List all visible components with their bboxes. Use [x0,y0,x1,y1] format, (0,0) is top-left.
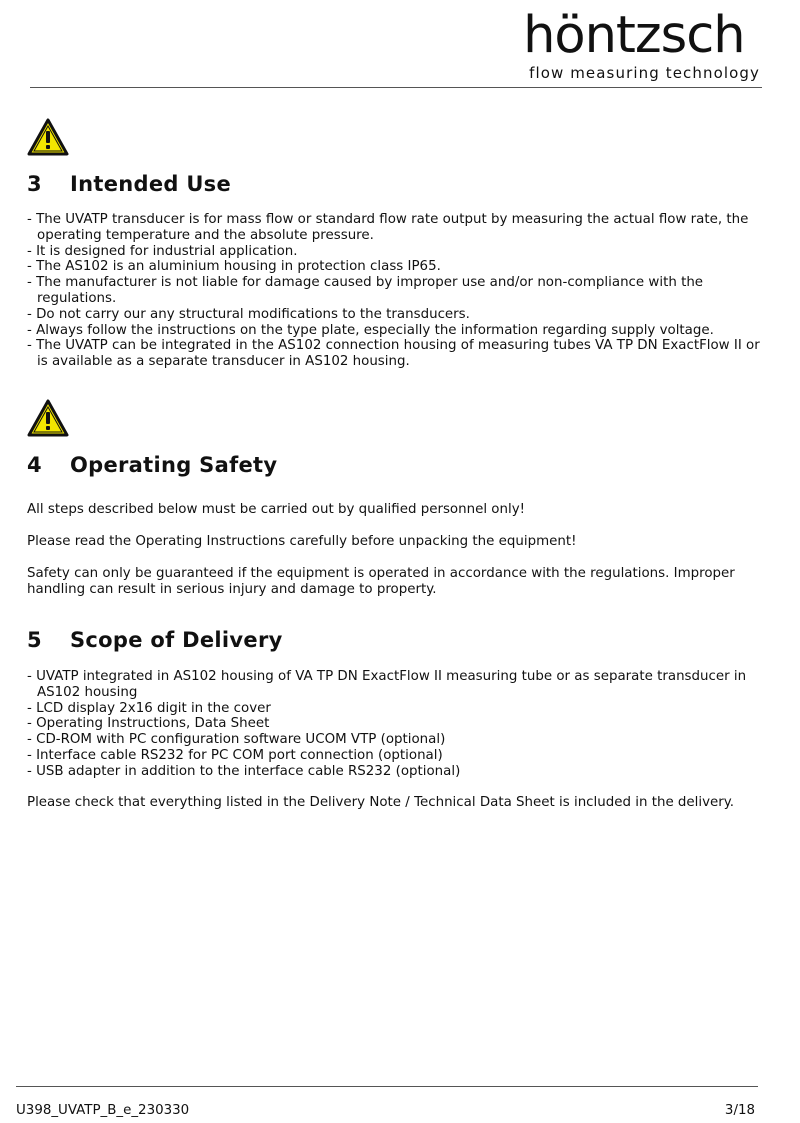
document-id: U398_UVATP_B_e_230330 [16,1103,190,1118]
paragraph: Please read the Operating Instructions carefully before unpacking the equipment! [27,534,577,549]
list-item: - Do not carry our any structural modifications to the transducers. [27,307,770,323]
list-item: - The manufacturer is not liable for damage caused by improper use and/or non-compliance with the regulations. [27,275,770,307]
list-item: - USB adapter in addition to the interface cable RS232 (optional) [27,764,770,780]
section-heading [27,172,231,196]
page-number: 3/18 [724,1103,755,1118]
brand-name: höntzsch [523,6,745,65]
list-item: - CD-ROM with PC configuration software UCOM VTP (optional) [27,732,770,748]
intended-use-list [27,212,770,370]
section-number: 4 [27,453,42,477]
footer-divider [16,1086,758,1087]
list-item: - The UVATP can be integrated in the AS102 connection housing of measuring tubes VA TP DN ExactFlow II or is available as a separate transducer in AS102 housing. [27,338,770,370]
list-item: - The AS102 is an aluminium housing in protection class IP65. [27,259,770,275]
section-heading [27,628,283,652]
warning-icon [27,118,69,156]
warning-icon [27,399,69,437]
section-title: Operating Safety [70,453,278,477]
list-item: - Always follow the instructions on the type plate, especially the information regarding supply voltage. [27,323,770,339]
section-heading [27,453,277,477]
section-title: Intended Use [70,172,232,196]
section-number: 3 [27,172,42,196]
list-item: - Interface cable RS232 for PC COM port connection (optional) [27,748,770,764]
header-divider [30,87,762,88]
brand-tagline: flow measuring technology [529,64,760,82]
paragraph: Safety can only be guaranteed if the equipment is operated in accordance with the regulations. Improper handling can result in serious injury and damage to property. [27,566,735,597]
section-title: Scope of Delivery [70,628,283,652]
delivery-list [27,669,770,780]
list-item: - It is designed for industrial application. [27,244,770,260]
brand-logo [523,6,760,82]
section-number: 5 [27,628,42,652]
closing-paragraph: Please check that everything listed in the Delivery Note / Technical Data Sheet is included in the delivery. [27,795,735,810]
list-item: - LCD display 2x16 digit in the cover [27,701,770,717]
paragraph: All steps described below must be carried out by qualified personnel only! [27,502,526,517]
list-item: - The UVATP transducer is for mass flow or standard flow rate output by measuring the actual flow rate, the operating temperature and the absolute pressure. [27,212,770,244]
list-item: - UVATP integrated in AS102 housing of VA TP DN ExactFlow II measuring tube or as separate transducer in AS102 housing [27,669,770,701]
list-item: - Operating Instructions, Data Sheet [27,716,770,732]
